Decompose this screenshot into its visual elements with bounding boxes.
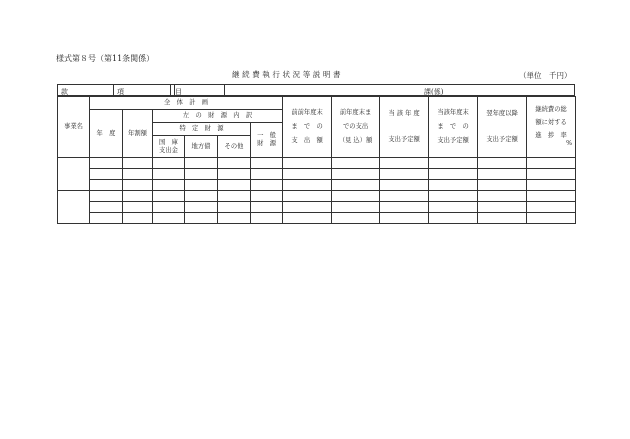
table-cell [527, 158, 576, 169]
table-cell [283, 191, 332, 202]
header-line: 前前年度末 [291, 109, 323, 117]
table-cell [153, 158, 185, 169]
header-line: 支 出 額 [291, 136, 323, 144]
table-cell [429, 169, 478, 180]
table-cell [527, 202, 576, 213]
table-cell [380, 202, 429, 213]
table-cell [332, 180, 380, 191]
table-cell [123, 169, 153, 180]
project-name-cell [58, 191, 90, 224]
header-line: 支出予定額 [437, 136, 469, 144]
header-line: ま で の [437, 123, 469, 131]
table-cell [123, 191, 153, 202]
table-cell [527, 169, 576, 180]
table-cell [185, 213, 218, 224]
table-cell [90, 169, 123, 180]
table-cell [218, 213, 251, 224]
moku-label: 目 [175, 88, 182, 96]
specific-funding-header: 特 定 財 源 [153, 123, 251, 136]
table-cell [283, 202, 332, 213]
table-cell [153, 169, 185, 180]
header-line: 支出予定額 [486, 136, 518, 143]
table-cell [478, 202, 527, 213]
table-cell [283, 169, 332, 180]
table-cell [478, 158, 527, 169]
table-cell [251, 169, 283, 180]
table-cell [218, 169, 251, 180]
header-line: 前年度末ま [339, 109, 372, 117]
table-cell [527, 180, 576, 191]
table-cell [185, 191, 218, 202]
table-cell [332, 191, 380, 202]
table-cell [90, 213, 123, 224]
header-line: 継続費の総 [535, 106, 567, 114]
kan-label: 款 [61, 88, 68, 96]
project-name-cell [58, 158, 90, 191]
table-cell [251, 158, 283, 169]
table-cell [185, 202, 218, 213]
table-cell [153, 202, 185, 213]
prev-prev-year-end-header [283, 97, 332, 158]
table-cell [251, 202, 283, 213]
table-cell [283, 180, 332, 191]
general-funding-header [251, 123, 283, 158]
unit-label: （単位 千円） [519, 71, 572, 80]
table-cell [332, 213, 380, 224]
document-title: 継続費執行状況等説明書 [232, 70, 344, 79]
annual-amount-header: 年割額 [123, 110, 153, 158]
table-cell [123, 180, 153, 191]
header-line: 進 捗 率 [535, 132, 567, 139]
overall-plan-header: 全 体 計 画 [90, 97, 283, 110]
next-year-after-header [478, 97, 527, 158]
header-line: 支出予定額 [388, 136, 420, 143]
table-cell [90, 191, 123, 202]
table-cell [429, 158, 478, 169]
table-cell [380, 213, 429, 224]
header-line: 支出金 [159, 146, 178, 154]
current-year-header [380, 97, 429, 158]
table-cell [527, 191, 576, 202]
table-cell [123, 202, 153, 213]
table-cell [251, 191, 283, 202]
national-treasury-header [153, 136, 185, 158]
funding-breakdown-header: 左 の 財 源 内 訳 [153, 110, 283, 123]
project-name-header: 事業名 [58, 97, 90, 158]
header-line: 翌年度以降 [486, 110, 518, 118]
header-line: 当該年度末 [437, 109, 469, 117]
table-cell [380, 158, 429, 169]
table-cell [90, 202, 123, 213]
table-cell [123, 158, 153, 169]
table-cell [527, 213, 576, 224]
table-cell [380, 169, 429, 180]
form-number: 様式第８号（第11条関係） [56, 54, 155, 63]
table-cell [429, 213, 478, 224]
other-funding-header: その他 [218, 136, 251, 158]
table-cell [185, 169, 218, 180]
table-cell [218, 180, 251, 191]
table-cell [251, 213, 283, 224]
table-cell [478, 191, 527, 202]
table-cell [185, 180, 218, 191]
current-year-end-header [429, 97, 478, 158]
table-cell [90, 158, 123, 169]
header-line: 当 該 年 度 [388, 110, 420, 118]
table-cell [218, 202, 251, 213]
table-cell [429, 191, 478, 202]
header-line: での支出 [342, 123, 369, 131]
account-classification-bar [57, 84, 575, 96]
fiscal-year-header: 年 度 [90, 110, 123, 158]
table-cell [478, 180, 527, 191]
table-cell [153, 213, 185, 224]
table-cell [283, 213, 332, 224]
divider [224, 85, 225, 95]
section-label: 課(係) [424, 88, 444, 96]
table-cell [123, 213, 153, 224]
table-cell [153, 180, 185, 191]
table-cell [251, 180, 283, 191]
table-cell [218, 191, 251, 202]
header-line: ま で の [291, 123, 323, 131]
table-cell [332, 169, 380, 180]
table-cell [332, 202, 380, 213]
divider [170, 85, 171, 95]
header-line: 国 庫 [159, 138, 178, 146]
table-cell [332, 158, 380, 169]
table-cell [153, 191, 185, 202]
table-cell [218, 158, 251, 169]
divider [113, 85, 114, 95]
local-bonds-header: 地方債 [185, 136, 218, 158]
table-cell [429, 202, 478, 213]
table-cell [380, 191, 429, 202]
table-cell [283, 158, 332, 169]
progress-rate-header [527, 97, 576, 158]
table-cell [478, 213, 527, 224]
table-cell [90, 180, 123, 191]
table-cell [380, 180, 429, 191]
kou-label: 項 [117, 88, 124, 96]
prev-year-end-header [332, 97, 380, 158]
header-line: 一 般 [257, 132, 276, 140]
table-cell [185, 158, 218, 169]
header-line: （見 込）額 [338, 136, 373, 144]
percent-sign: % [566, 139, 573, 147]
table-cell [478, 169, 527, 180]
table-cell [429, 180, 478, 191]
header-line: 財 源 [257, 140, 276, 147]
header-line: 額に対する [535, 119, 567, 127]
execution-status-table [57, 96, 576, 224]
